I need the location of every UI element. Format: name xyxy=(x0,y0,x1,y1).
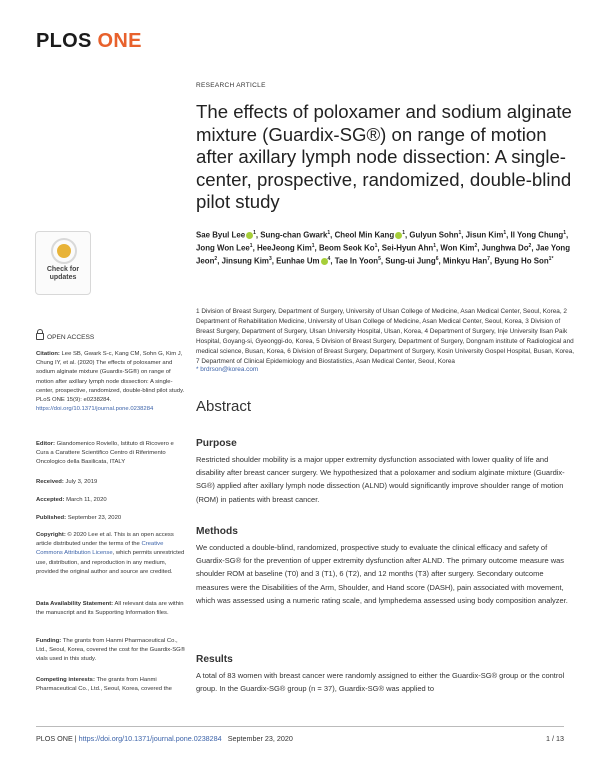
author-affiliation-marker: 5 xyxy=(378,255,381,262)
section-heading-purpose: Purpose xyxy=(196,438,237,449)
check-line2: updates xyxy=(49,274,77,281)
section-text-purpose: Restricted shoulder mobility is a major upper extremity dysfunction associated with lower quality of life and disability after breast cancer surgery. We hypothesized that a poloxamer and sodium alginate mixture (Guardix-SG®) applied after axillary lymph node dissection (ALND) would significantly improve shoulder range of motion (ROM) in patients with breast cancer. xyxy=(196,455,565,504)
open-access-text: OPEN ACCESS xyxy=(47,334,95,341)
published-block xyxy=(36,514,186,523)
author-affiliation-marker: 1* xyxy=(548,255,554,262)
author-affiliation-marker: 7 xyxy=(487,255,490,262)
author-name: Sung-ui Jung xyxy=(385,256,436,266)
competing-interests-block xyxy=(36,676,186,694)
affiliations: 1 Division of Breast Surgery, Department of Surgery, University of Ulsan College of Medicine, Asan Medical Center, Seoul, Korea, 2 Department of Rehabilitation Medicine, University of Ulsan College of Medicine, Asan Medical Center, Seoul, Korea, 3 Division of Breast Surgery, Department of Surgery, Ulsan University Hospital, Ulsan, Korea, 4 Department of Surgery, Inje University Ilsan Paik Hospital, Goyang-si, Gyeonggi-do, Korea, 5 Division of Breast Surgery, Department of Surgery, Dongnam institute of Radiological and medical science, Busan, Korea, 6 Division of Breast Surgery, Department of Surgery, Kosin University Gospel Hospital, Busan, Korea, 7 Department of Clinical Epidemiology and Biostatistics, Asan Medical Center, Seoul, Korea xyxy=(196,308,575,365)
author-affiliation-marker: 2 xyxy=(528,242,532,249)
author-name: Jisun Kim xyxy=(465,230,504,240)
editor-block xyxy=(36,440,186,468)
data-availability-text: All relevant data are within the manuscript and its Supporting Information files. xyxy=(36,601,184,617)
logo-plos: PLOS xyxy=(36,30,92,52)
editor-text: Giandomenico Roviello, Istituto di Ricovero e Cura a Carattere Scientifico Centro di Riferimento Oncologico della Basilicata, ITALY xyxy=(36,441,174,466)
competing-label: Competing interests: xyxy=(36,677,95,683)
footer-divider xyxy=(36,726,564,727)
received-text: July 3, 2019 xyxy=(63,479,98,485)
data-availability-label: Data Availability Statement: xyxy=(36,601,114,607)
author-name: Minkyu Han xyxy=(442,256,488,266)
author-affiliation-marker: 6 xyxy=(435,255,439,262)
author-name: Jinsung Kim xyxy=(221,256,269,266)
footer-journal: PLOS ONE | xyxy=(36,734,79,743)
article-title: The effects of poloxamer and sodium alginate mixture (Guardix-SG®) on range of motion after axillary lymph node dissection: A single-center, prospective, randomized, double-blind pilot study xyxy=(196,101,572,213)
author-affiliation-marker: 1 xyxy=(433,242,437,249)
author-name: Jong Won Lee xyxy=(196,243,250,253)
copyright-text-b: , which permits unrestricted use, distribution, and reproduction in any medium, provided the original author and source are credited. xyxy=(36,550,185,575)
author-name: Sung-chan Gwark xyxy=(260,230,328,240)
author-list: Sae Byul Lee $^1$, Sung-chan Gwark$^1$, Cheol Min Kang $^1$, Gulyun Sohn$^1$, Jisun Kim$^1$, Il Yong Chung$^1$, Jong Won Lee$^1$, HeeJeong Kim$^1$, Beom Seok Ko$^1$, Sei-Hyun Ahn$^1$, Won Kim$^2$, Junghwa Do$^2$, Jae Yong Jeon$^2$, Jinsung Kim$^3$, Eunhae Um $^4$, Tae In Yoon$^5$, Sung-ui Jung$^6$, Minkyu Han$^7$, Byung Ho Son$^{1*}$ xyxy=(196,230,571,266)
section-heading-results: Results xyxy=(196,654,233,665)
author-affiliation-marker: 1 xyxy=(503,230,507,236)
author-affiliation-marker: 1 xyxy=(374,242,378,249)
author-affiliation-marker: 1 xyxy=(563,230,567,236)
funding-text: The grants from Hanmi Pharmaceutical Co., Ltd., Seoul, Korea, covered the cost for the Guardix-SG® vials used in this study. xyxy=(36,638,186,663)
email-link[interactable]: * brdrson@korea.com xyxy=(196,366,259,373)
author-name: Sae Byul Lee xyxy=(196,230,246,240)
author-name: Junghwa Do xyxy=(481,243,529,253)
section-text-methods: We conducted a double-blind, randomized, prospective study to evaluate the clinical efficacy and safety of Guardix-SG® for the prevention of upper extremity dysfunction after ALND. The primary outcome measure was shoulder ROM at baseline (T0) and 3 (T1), 6 (T2), and 12 months (T3) after surgery. Secondary outcome measures were the Disabilities of the Arm, Shoulder, and Hand score (DASH), pain associated with movement, which was assessed using a numeric rating scale, and lymphedema assessed using body composition analyzer. xyxy=(196,543,568,605)
author-name: Eunhae Um xyxy=(276,256,320,266)
citation-doi-link[interactable]: https://doi.org/10.1371/journal.pone.0238284 xyxy=(36,406,154,413)
editor-label: Editor: xyxy=(36,441,55,447)
corresponding-email[interactable] xyxy=(196,366,258,373)
author-name: Sei-Hyun Ahn xyxy=(381,243,434,253)
published-label: Published: xyxy=(36,515,67,521)
author-affiliation-marker: 3 xyxy=(268,255,272,262)
author-name: Jae Yong Jeon xyxy=(196,243,571,266)
funding-label: Funding: xyxy=(36,638,62,644)
author-name: Gulyun Sohn xyxy=(409,230,459,240)
author-affiliation-marker: 1 xyxy=(327,230,331,236)
license-link[interactable]: Creative Commons Attribution License xyxy=(36,541,164,557)
author-affiliation-marker: 1 xyxy=(458,230,462,236)
copyright-text-a: © 2020 Lee et al. This is an open access article distributed under the terms of the xyxy=(36,532,174,548)
journal-logo xyxy=(36,30,142,53)
update-icon xyxy=(51,238,77,264)
accepted-block xyxy=(36,496,186,505)
copyright-label: Copyright: xyxy=(36,532,66,538)
section-text-results: A total of 83 women with breast cancer were randomly assigned to either the Guardix-SG® group or the control group. In the Guardix-SG® group (n = 37), Guardix-SG® was applied to xyxy=(196,671,565,694)
author-affiliation-marker: 1 xyxy=(249,242,253,249)
author-affiliation-marker: 2 xyxy=(474,242,478,249)
accepted-label: Accepted: xyxy=(36,497,65,503)
data-availability-block xyxy=(36,600,186,618)
check-line1: Check for xyxy=(46,266,80,273)
page-number: 1 / 13 xyxy=(546,734,564,743)
orcid-icon[interactable] xyxy=(321,258,328,265)
article-type: RESEARCH ARTICLE xyxy=(196,82,266,89)
author-affiliation-marker: 4 xyxy=(327,255,331,262)
section-heading-methods: Methods xyxy=(196,526,238,537)
copyright-block xyxy=(36,531,186,577)
author-name: Il Yong Chung xyxy=(510,230,564,240)
competing-text: The grants from Hanmi Pharmaceutical Co., Ltd., Seoul, Korea, covered the xyxy=(36,677,172,693)
citation-text: Lee SB, Gwark S-c, Kang CM, Sohn G, Kim J, Chung IY, et al. (2020) The effects of poloxamer and sodium alginate mixture (Guardix-SG®) on range of motion after axillary lymph node dissection: A single-center, prospective, randomized, double-blind pilot study. PLoS ONE 15(9): e0238284. xyxy=(36,351,185,404)
logo-one: ONE xyxy=(97,30,142,52)
abstract-heading: Abstract xyxy=(196,398,252,415)
author-affiliation-marker: 1 xyxy=(253,230,256,236)
page-footer xyxy=(36,734,293,743)
published-text: September 23, 2020 xyxy=(66,515,122,521)
footer-date: September 23, 2020 xyxy=(227,734,293,743)
author-name: HeeJeong Kim xyxy=(256,243,312,253)
author-name: Byung Ho Son xyxy=(494,256,549,266)
author-name: Beom Seok Ko xyxy=(318,243,375,253)
author-affiliation-marker: 1 xyxy=(402,230,405,236)
funding-block xyxy=(36,637,186,665)
author-affiliation-marker: 2 xyxy=(214,255,218,262)
author-name: Cheol Min Kang xyxy=(334,230,395,240)
author-name: Won Kim xyxy=(440,243,475,253)
citation-label: Citation: xyxy=(36,351,60,357)
received-label: Received: xyxy=(36,479,64,485)
open-lock-icon xyxy=(36,333,44,340)
received-block xyxy=(36,478,186,487)
author-affiliation-marker: 1 xyxy=(311,242,315,249)
footer-doi-link[interactable]: https://doi.org/10.1371/journal.pone.0238284 xyxy=(78,734,222,743)
check-for-updates-badge[interactable] xyxy=(35,231,91,295)
accepted-text: March 11, 2020 xyxy=(64,497,107,503)
author-name: Tae In Yoon xyxy=(334,256,379,266)
citation-block xyxy=(36,350,186,414)
open-access-label xyxy=(36,332,94,341)
